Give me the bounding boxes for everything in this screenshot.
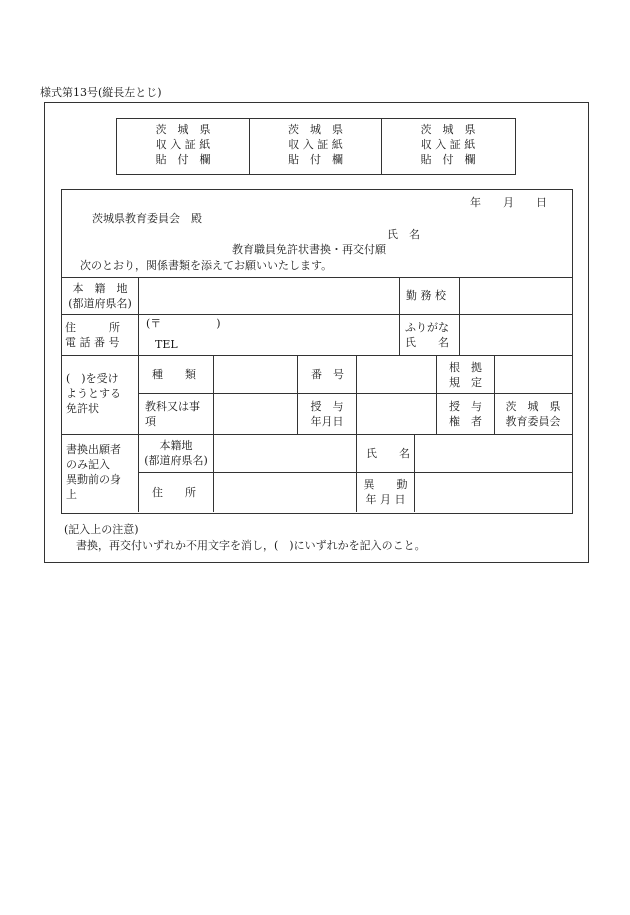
license-type-label: 種 類 xyxy=(152,368,196,381)
previous-address-label: 住 所 xyxy=(152,486,196,499)
grant-date-label: 授 与 年月日 xyxy=(310,400,344,428)
subject-input[interactable] xyxy=(214,394,297,434)
previous-address-input[interactable] xyxy=(214,473,356,512)
notes-body: 書換，再交付いずれか不用文字を消し，( )にいずれかを記入のこと。 xyxy=(76,539,426,552)
form-title: 教育職員免許状書換・再交付願 xyxy=(232,243,386,256)
grant-date-input[interactable] xyxy=(357,394,436,434)
furigana-name-label: ふりがな 氏 名 xyxy=(405,321,449,349)
granting-authority-label: 授 与 権 者 xyxy=(449,400,482,428)
legal-basis-input[interactable] xyxy=(495,356,571,393)
name-input[interactable] xyxy=(460,315,571,355)
tel-label: TEL xyxy=(155,338,178,351)
postal-code-field[interactable]: (〒 ) xyxy=(146,317,221,330)
license-number-input[interactable] xyxy=(357,356,436,393)
workplace-input[interactable] xyxy=(460,278,571,314)
stamp-box-1: 茨 城 県 収 入 証 紙 貼 付 欄 xyxy=(155,123,211,166)
honseki-label: 本 籍 地 (都道府県名) xyxy=(68,282,132,310)
stamp-box-3: 茨 城 県 収 入 証 紙 貼 付 欄 xyxy=(420,123,476,166)
change-date-input[interactable] xyxy=(415,473,571,512)
license-label: ( )を受け ようとする 免許状 xyxy=(66,372,121,415)
previous-name-label: 氏 名 xyxy=(366,447,410,460)
change-date-label: 異 動 年 月 日 xyxy=(363,478,408,506)
previous-status-label: 書換出願者 のみ記入 異動前の身 上 xyxy=(66,443,121,501)
applicant-name-label: 氏 名 xyxy=(387,228,420,241)
notes-title: (記入上の注意) xyxy=(64,523,139,536)
license-type-input[interactable] xyxy=(214,356,297,393)
legal-basis-label: 根 拠 規 定 xyxy=(449,361,482,389)
workplace-label: 勤 務 校 xyxy=(406,289,446,302)
stamp-box-2: 茨 城 県 収 入 証 紙 貼 付 欄 xyxy=(288,123,343,166)
subject-label: 教科又は事 項 xyxy=(145,400,200,428)
date-field[interactable]: 年 月 日 xyxy=(470,196,547,209)
form-number: 様式第13号(縦長左とじ) xyxy=(40,86,162,99)
license-number-label: 番 号 xyxy=(311,368,344,381)
previous-honseki-input[interactable] xyxy=(214,435,356,472)
address-label: 住 所 電 話 番 号 xyxy=(65,321,120,349)
previous-name-input[interactable] xyxy=(415,435,571,472)
addressee: 茨城県教育委員会 殿 xyxy=(92,212,202,225)
granting-authority-value: 茨 城 県 教育委員会 xyxy=(505,400,561,428)
previous-honseki-label: 本籍地 (都道府県名) xyxy=(144,439,208,467)
honseki-input[interactable] xyxy=(139,278,399,314)
intro-text: 次のとおり，関係書類を添えてお願いいたします。 xyxy=(80,259,333,272)
